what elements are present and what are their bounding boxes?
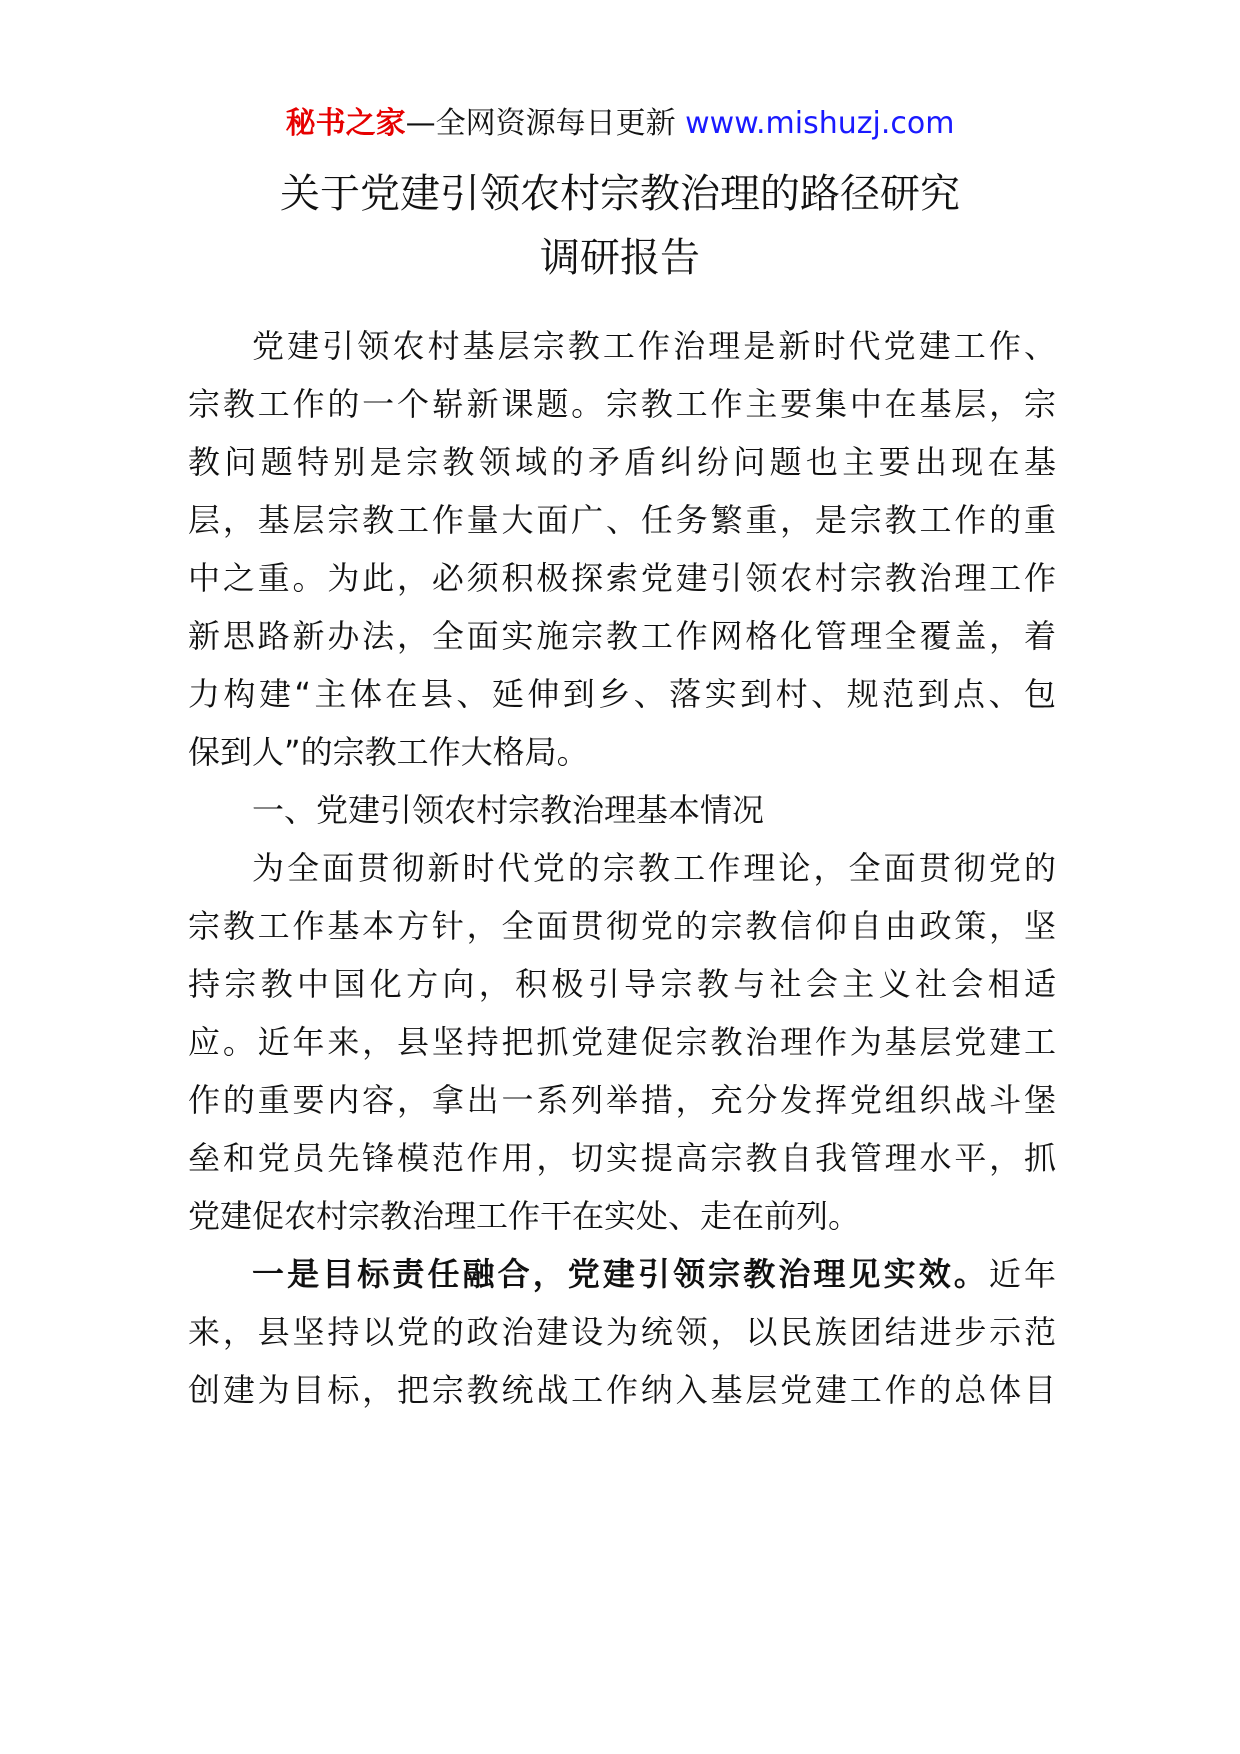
paragraph-1-line: 中之重。为此，必须积极探索党建引领农村宗教治理工作 bbox=[188, 559, 1056, 597]
paragraph-3-lead-rest: 近年 bbox=[988, 1255, 1056, 1293]
paragraph-1-line: 党建引领农村基层宗教工作治理是新时代党建工作、 bbox=[252, 327, 1056, 365]
section-heading: 一、党建引领农村宗教治理基本情况 bbox=[252, 791, 765, 829]
document-title-line-1: 关于党建引领农村宗教治理的路径研究 bbox=[280, 171, 960, 217]
paragraph-3-first-line bbox=[252, 1242, 1056, 1307]
paragraph-3-line: 来，县坚持以党的政治建设为统领，以民族团结进步示范 bbox=[188, 1313, 1056, 1351]
paragraph-1-line: 层，基层宗教工作量大面广、任务繁重，是宗教工作的重 bbox=[188, 501, 1056, 539]
paragraph-1-line: 保到人”的宗教工作大格局。 bbox=[188, 733, 589, 771]
paragraph-2-line: 党建促农村宗教治理工作干在实处、走在前列。 bbox=[188, 1197, 861, 1235]
paragraph-1-line: 力构建“主体在县、延伸到乡、落实到村、规范到点、包 bbox=[188, 675, 1056, 713]
document-title-line-2: 调研报告 bbox=[540, 235, 700, 281]
paragraph-1-line: 教问题特别是宗教领域的矛盾纠纷问题也主要出现在基 bbox=[188, 443, 1056, 481]
paragraph-2-line: 垒和党员先锋模范作用，切实提高宗教自我管理水平，抓 bbox=[188, 1139, 1056, 1177]
paragraph-3-line: 创建为目标，把宗教统战工作纳入基层党建工作的总体目 bbox=[188, 1371, 1056, 1409]
paragraph-2-line: 为全面贯彻新时代党的宗教工作理论，全面贯彻党的 bbox=[252, 849, 1056, 887]
site-header bbox=[0, 100, 1240, 148]
paragraph-1-line: 宗教工作的一个崭新课题。宗教工作主要集中在基层，宗 bbox=[188, 385, 1056, 423]
header-slogan: —全网资源每日更新 bbox=[405, 106, 676, 141]
paragraph-2-line: 持宗教中国化方向，积极引导宗教与社会主义社会相适 bbox=[188, 965, 1056, 1003]
paragraph-1-line: 新思路新办法，全面实施宗教工作网格化管理全覆盖，着 bbox=[188, 617, 1056, 655]
paragraph-2-line: 应。近年来，县坚持把抓党建促宗教治理作为基层党建工 bbox=[188, 1023, 1056, 1061]
paragraph-2-line: 宗教工作基本方针，全面贯彻党的宗教信仰自由政策，坚 bbox=[188, 907, 1056, 945]
paragraph-3-lead-bold: 一是目标责任融合，党建引领宗教治理见实效。 bbox=[252, 1255, 989, 1293]
site-url-link[interactable]: www.mishuzj.com bbox=[685, 106, 955, 141]
paragraph-2-line: 作的重要内容，拿出一系列举措，充分发挥党组织战斗堡 bbox=[188, 1081, 1056, 1119]
brand-name: 秘书之家 bbox=[285, 106, 406, 141]
